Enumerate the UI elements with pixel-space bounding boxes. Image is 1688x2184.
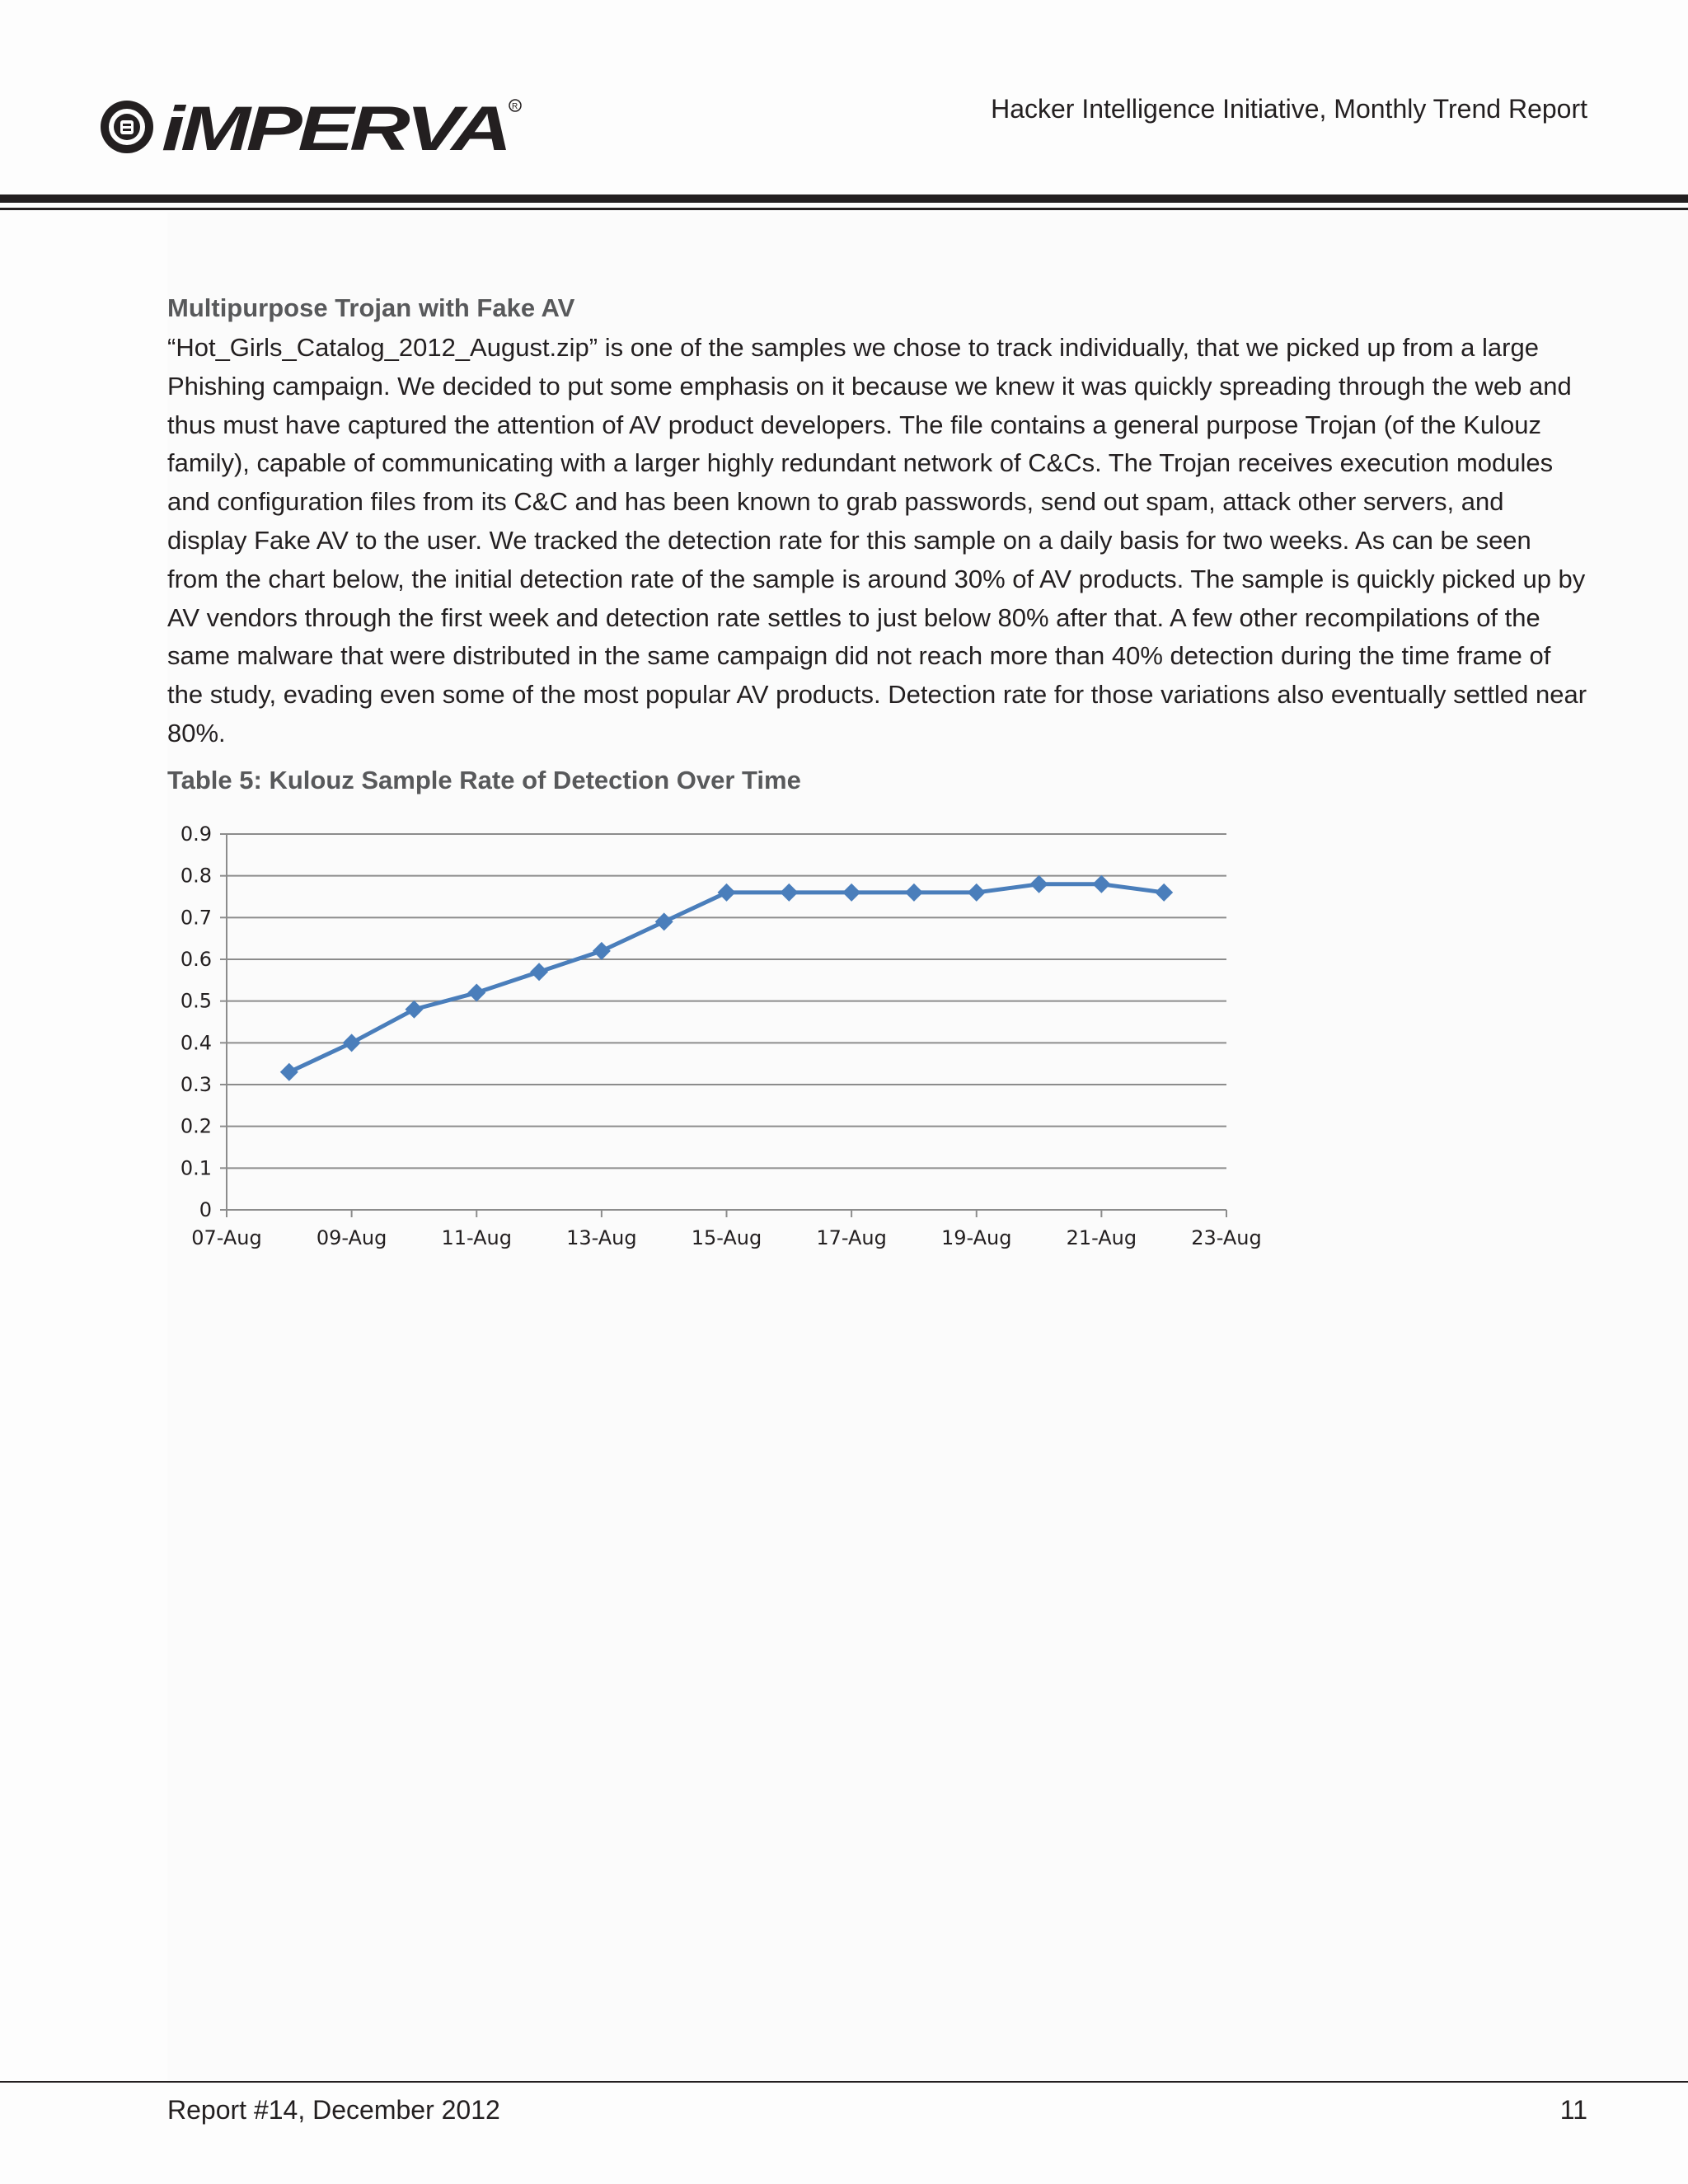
data-point-marker xyxy=(1155,883,1173,902)
page-number: 11 xyxy=(1559,2095,1587,2125)
body-paragraph: “Hot_Girls_Catalog_2012_August.zip” is one of the samples we chose to track individually, that we picked up from a large Phishing campaign. We decided to put some emphasis on it because we knew it was quickly spreading through the web and thus must have captured the attention of AV product developers. The file contains a general purpose Trojan (of the Kulouz family), capable of communicating with a larger highly redundant network of C&Cs. The Trojan receives execution modules and configuration files from its C&C and has been known to grab passwords, send out spam, attack other servers, and display Fake AV to the user. We tracked the detection rate for this sample on a daily basis for two weeks. As can be seen from the chart below, the initial detection rate of the sample is around 30% of AV products. The sample is quickly picked up by AV vendors through the first week and detection rate settles to just below 80% after that. A few other recompilations of the same malware that were distributed in the same campaign did not reach more than 40% detection during the time frame of the study, evading even some of the most popular AV products. Detection rate for those variations also eventually settled near 80%. xyxy=(167,333,1587,748)
data-point-marker xyxy=(467,984,485,1002)
x-tick-label: 11-Aug xyxy=(441,1226,513,1249)
x-tick-label: 09-Aug xyxy=(316,1226,387,1249)
detection-rate-chart xyxy=(161,816,1290,1269)
footer-rule xyxy=(0,2081,1688,2083)
chart-svg xyxy=(161,816,1290,1269)
main-content xyxy=(167,293,1589,796)
data-point-marker xyxy=(780,883,798,902)
svg-text:R: R xyxy=(512,102,518,111)
x-tick-label: 17-Aug xyxy=(816,1226,887,1249)
data-point-marker xyxy=(530,963,548,981)
data-point-marker xyxy=(842,883,860,902)
x-tick-label: 19-Aug xyxy=(940,1226,1012,1249)
report-series-title: Hacker Intelligence Initiative, Monthly Trend Report xyxy=(991,94,1587,124)
data-point-marker xyxy=(718,883,736,902)
y-tick-label: 0.6 xyxy=(180,948,212,971)
y-tick-label: 0.5 xyxy=(180,989,212,1013)
x-tick-label: 13-Aug xyxy=(566,1226,637,1249)
x-tick-label: 15-Aug xyxy=(691,1226,762,1249)
footer-report-label: Report #14, December 2012 xyxy=(167,2095,500,2125)
x-tick-label: 07-Aug xyxy=(191,1226,262,1249)
header-rule xyxy=(0,194,1688,203)
data-point-marker xyxy=(905,883,923,902)
data-point-marker xyxy=(405,1001,423,1019)
data-point-marker xyxy=(1030,875,1048,893)
data-point-marker xyxy=(1092,875,1110,893)
y-tick-label: 0.9 xyxy=(180,823,212,846)
x-tick-label: 23-Aug xyxy=(1191,1226,1262,1249)
data-point-marker xyxy=(655,912,673,930)
data-point-marker xyxy=(280,1063,298,1081)
header-rule-thin xyxy=(0,208,1688,210)
y-tick-label: 0.7 xyxy=(180,906,212,930)
data-point-marker xyxy=(593,942,611,960)
data-point-marker xyxy=(343,1033,361,1052)
y-tick-label: 0.8 xyxy=(180,864,212,888)
data-point-marker xyxy=(968,883,986,902)
x-tick-label: 21-Aug xyxy=(1066,1226,1137,1249)
table-caption: Table 5: Kulouz Sample Rate of Detection Over Time xyxy=(167,765,801,794)
imperva-logo xyxy=(97,92,526,158)
y-tick-label: 0.4 xyxy=(180,1031,212,1055)
logo-wordmark: iMPERVA xyxy=(162,94,508,158)
y-tick-label: 0 xyxy=(199,1198,212,1221)
y-tick-label: 0.1 xyxy=(180,1156,212,1180)
section-heading: Multipurpose Trojan with Fake AV xyxy=(167,293,575,322)
y-tick-label: 0.2 xyxy=(180,1114,212,1138)
y-tick-label: 0.3 xyxy=(180,1073,212,1096)
series-line xyxy=(289,884,1164,1072)
